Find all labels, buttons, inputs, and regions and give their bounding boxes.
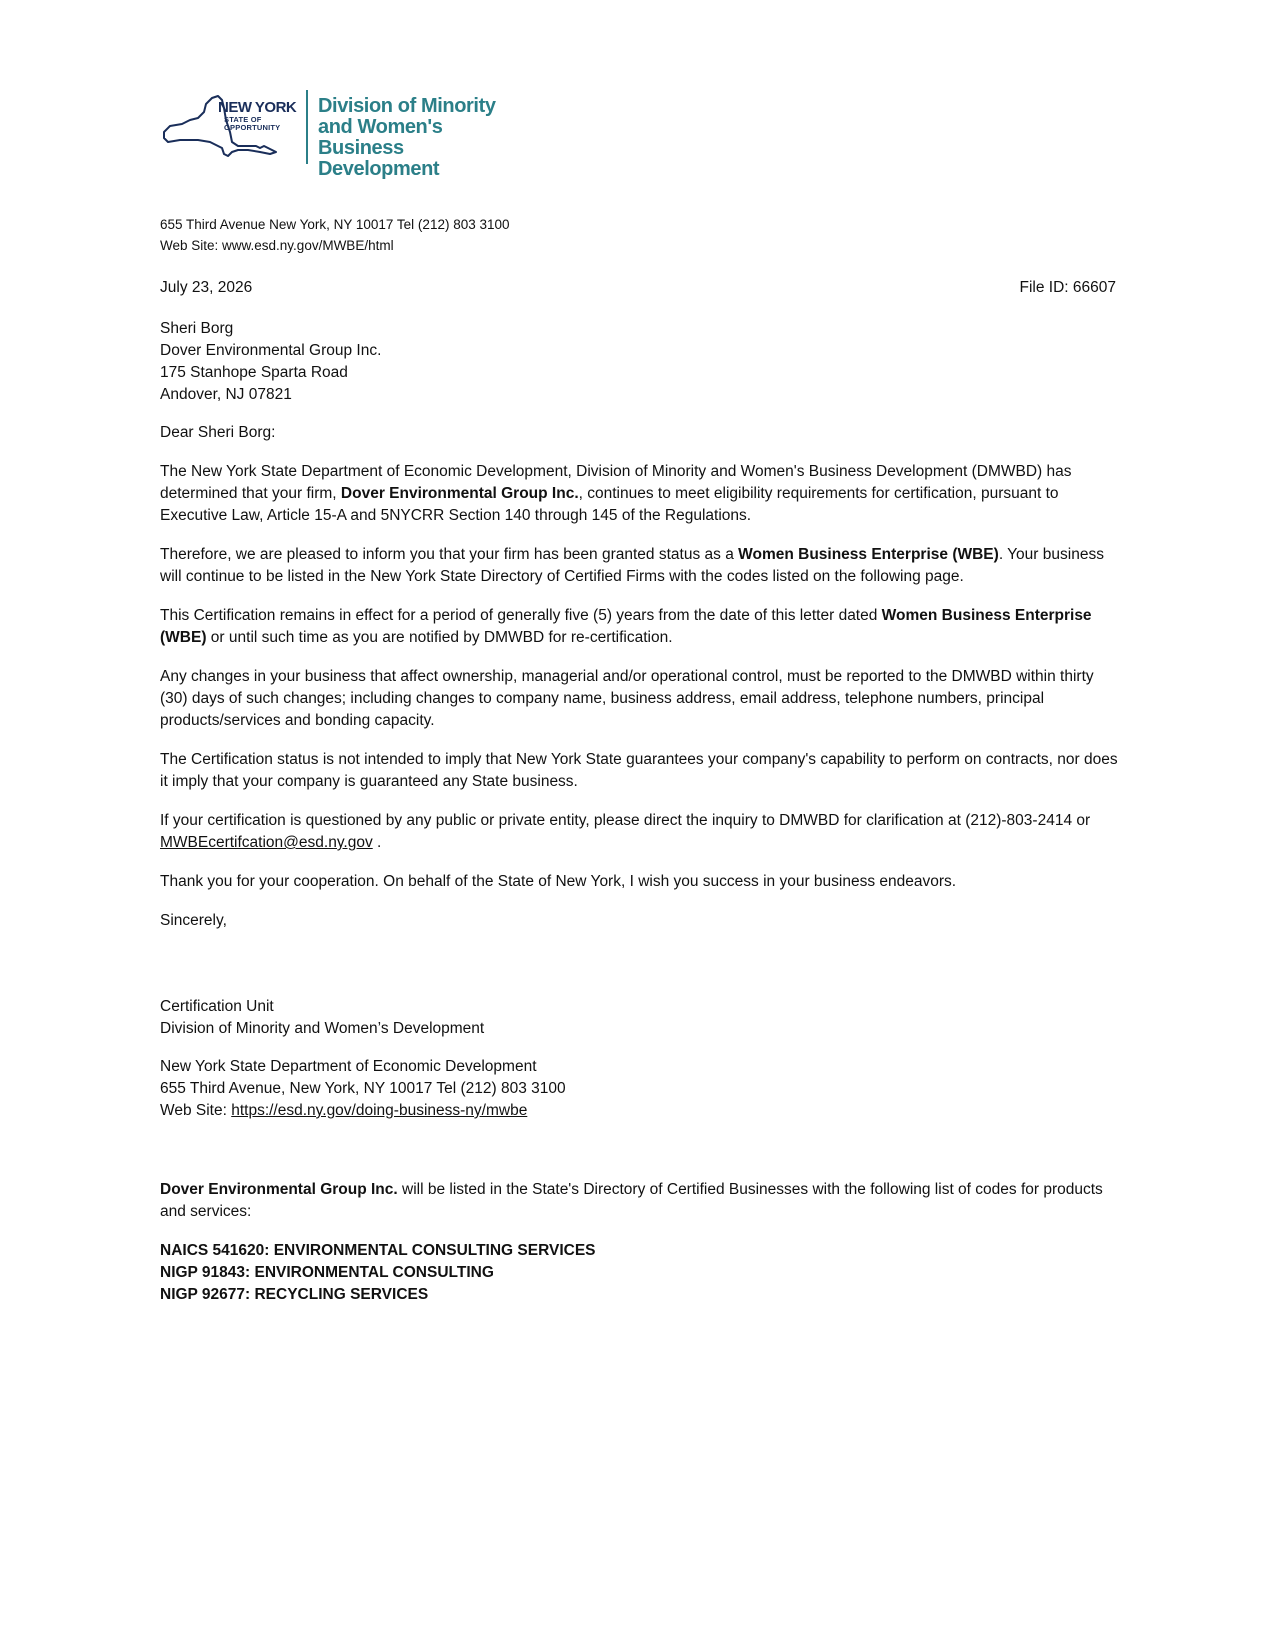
website-link[interactable]: https://esd.ny.gov/doing-business-ny/mwbe [231, 1102, 528, 1119]
department-block [160, 1056, 566, 1122]
paragraph-thanks: Thank you for your cooperation. On behalf of the State of New York, I wish you success in your business endeavors. [160, 873, 957, 890]
recipient-company: Dover Environmental Group Inc. [160, 342, 382, 359]
department-name: New York State Department of Economic Development [160, 1058, 537, 1075]
logo-state-name: NEW YORK [218, 99, 297, 116]
paragraph-effective-period [160, 605, 1120, 649]
recipient-address [160, 318, 381, 406]
website-label: Web Site: [160, 1102, 232, 1119]
codes-intro [160, 1179, 1120, 1223]
letter-body [160, 422, 1120, 949]
paragraph-text: If your certification is questioned by any public or private entity, please direct the inquiry to DMWBD for clarification at (212)-803-2414 or [160, 812, 1091, 829]
firm-name-bold: Dover Environmental Group Inc. [160, 1181, 398, 1198]
recipient-city: Andover, NJ 07821 [160, 386, 292, 403]
paragraph-text: Therefore, we are pleased to inform you that your firm has been granted status as a [160, 546, 739, 563]
logo-title-line-1: Division of Minority [318, 95, 496, 117]
paragraph-disclaimer: The Certification status is not intended to imply that New York State guarantees your company's capability to perform on contracts, nor does it imply that your company is guaranteed any State business. [160, 751, 1118, 790]
paragraph-status [160, 544, 1120, 588]
email-link[interactable]: MWBEcertifcation@esd.ny.gov [160, 834, 373, 851]
logo-tagline-line-2: OPPORTUNITY [224, 123, 281, 132]
paragraph-determination [160, 461, 1120, 527]
paragraph-text: This Certification remains in effect for a period of generally five (5) years from the date of this letter dated [160, 607, 882, 624]
paragraph-inquiry [160, 810, 1120, 854]
code-item: NIGP 91843: ENVIRONMENTAL CONSULTING [160, 1264, 494, 1281]
code-item: NAICS 541620: ENVIRONMENTAL CONSULTING SERVICES [160, 1242, 596, 1259]
signature-division: Division of Minority and Women’s Development [160, 1020, 485, 1037]
signature-block [160, 996, 484, 1040]
status-bold: Women Business Enterprise (WBE) [738, 546, 999, 563]
recipient-name: Sheri Borg [160, 320, 234, 337]
letter-date: July 23, 2026 [160, 279, 253, 296]
salutation: Dear Sheri Borg: [160, 424, 276, 441]
recipient-street: 175 Stanhope Sparta Road [160, 364, 348, 381]
logo-divider [306, 90, 308, 164]
signature-unit: Certification Unit [160, 998, 274, 1015]
letterhead-address: 655 Third Avenue New York, NY 10017 Tel (212) 803 3100 [160, 217, 510, 232]
logo-tagline [224, 116, 280, 132]
closing: Sincerely, [160, 912, 227, 929]
codes-intro-text: will be listed in the State's Directory of Certified Businesses with the following list of codes for products and services: [160, 1181, 1103, 1220]
file-id: File ID: 66607 [1019, 279, 1116, 296]
code-list [160, 1240, 596, 1306]
logo-division-title [318, 96, 520, 180]
logo-title-line-3: Business Development [318, 137, 440, 180]
division-logo [160, 88, 520, 180]
paragraph-text: . [372, 834, 382, 851]
logo-title-line-2: and Women's [318, 116, 443, 138]
status-bold: Women Business Enterprise (WBE) [160, 607, 1092, 646]
department-website [160, 1100, 566, 1122]
paragraph-text: The New York State Department of Economic Development, Division of Minority and Women's Business Development (DMWBD) has determined that your firm, [160, 463, 1072, 502]
paragraph-text: . Your business will continue to be listed in the New York State Directory of Certified Firms with the codes listed on the following page. [160, 546, 1104, 585]
logo-tagline-line-1: STATE OF [224, 115, 262, 124]
letterhead-website: Web Site: www.esd.ny.gov/MWBE/html [160, 238, 394, 253]
paragraph-text: , continues to meet eligibility requirements for certification, pursuant to Executive Law, Article 15-A and 5NYCRR Section 140 through 145 of the Regulations. [160, 485, 1059, 524]
firm-name-bold: Dover Environmental Group Inc. [340, 485, 579, 502]
code-item: NIGP 92677: RECYCLING SERVICES [160, 1286, 429, 1303]
letterhead [160, 214, 510, 256]
paragraph-text: or until such time as you are notified by DMWBD for re-certification. [206, 629, 673, 646]
department-address: 655 Third Avenue, New York, NY 10017 Tel (212) 803 3100 [160, 1080, 566, 1097]
paragraph-changes: Any changes in your business that affect ownership, managerial and/or operational control, must be reported to the DMWBD within thirty (30) days of such changes; including changes to company name, business address, email address, telephone numbers, principal products/services and bonding capacity. [160, 668, 1094, 729]
